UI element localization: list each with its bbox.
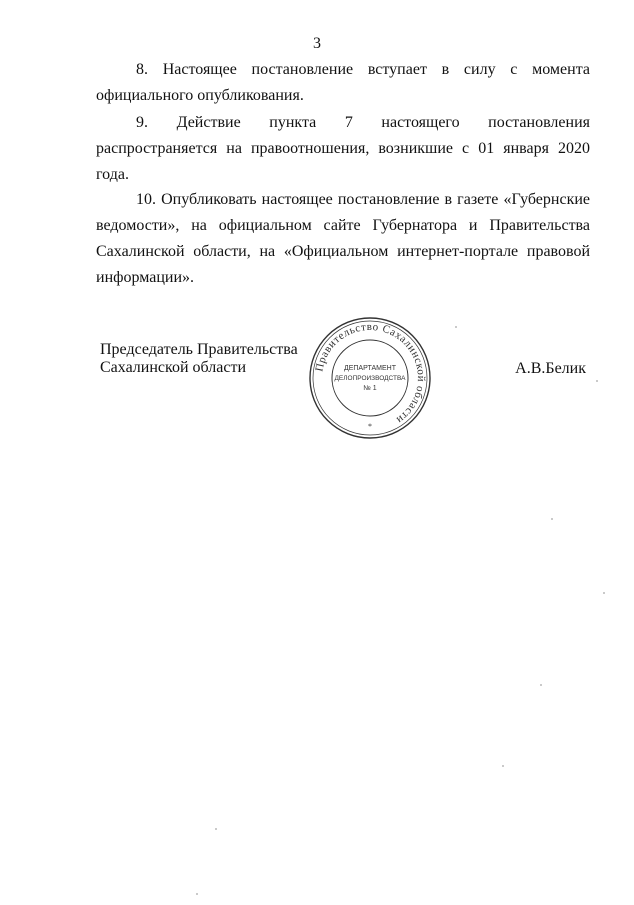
page-number: 3	[313, 35, 321, 52]
paragraph-8: 8. Настоящее постановление вступает в силу с момента официального опубликования.	[96, 61, 590, 104]
signatory-position-line1: Председатель Правительства	[100, 341, 298, 358]
seal-center-line3: № 1	[363, 385, 377, 392]
seal-ring-text: Правительство Сахалинской области	[313, 320, 428, 427]
scan-speck	[596, 380, 598, 382]
scan-speck	[215, 828, 217, 830]
signatory-position-line2: Сахалинской области	[100, 359, 247, 376]
seal-star: *	[368, 422, 372, 431]
seal-center-line2: ДЕЛОПРОИЗВОДСТВА	[334, 375, 406, 382]
paragraph-9: 9. Действие пункта 7 настоящего постановления распространяется на правоотношения, возникшие с 01 января 2020 года.	[96, 114, 590, 183]
scan-speck	[455, 326, 457, 328]
scan-speck	[603, 592, 605, 594]
signatory-position	[100, 341, 298, 377]
official-seal	[308, 316, 432, 440]
scan-speck	[551, 518, 553, 520]
seal-center-line1: ДЕПАРТАМЕНТ	[343, 365, 397, 372]
scan-speck	[196, 893, 198, 895]
scan-speck	[540, 684, 542, 686]
signatory-name: А.В.Белик	[515, 360, 586, 377]
scan-speck	[502, 765, 504, 767]
paragraph-10: 10. Опубликовать настоящее постановление в газете «Губернские ведомости», на официальном сайте Губернатора и Правительства Сахалинской области, на «Официальном интернет-портале правовой информации».	[96, 191, 590, 286]
